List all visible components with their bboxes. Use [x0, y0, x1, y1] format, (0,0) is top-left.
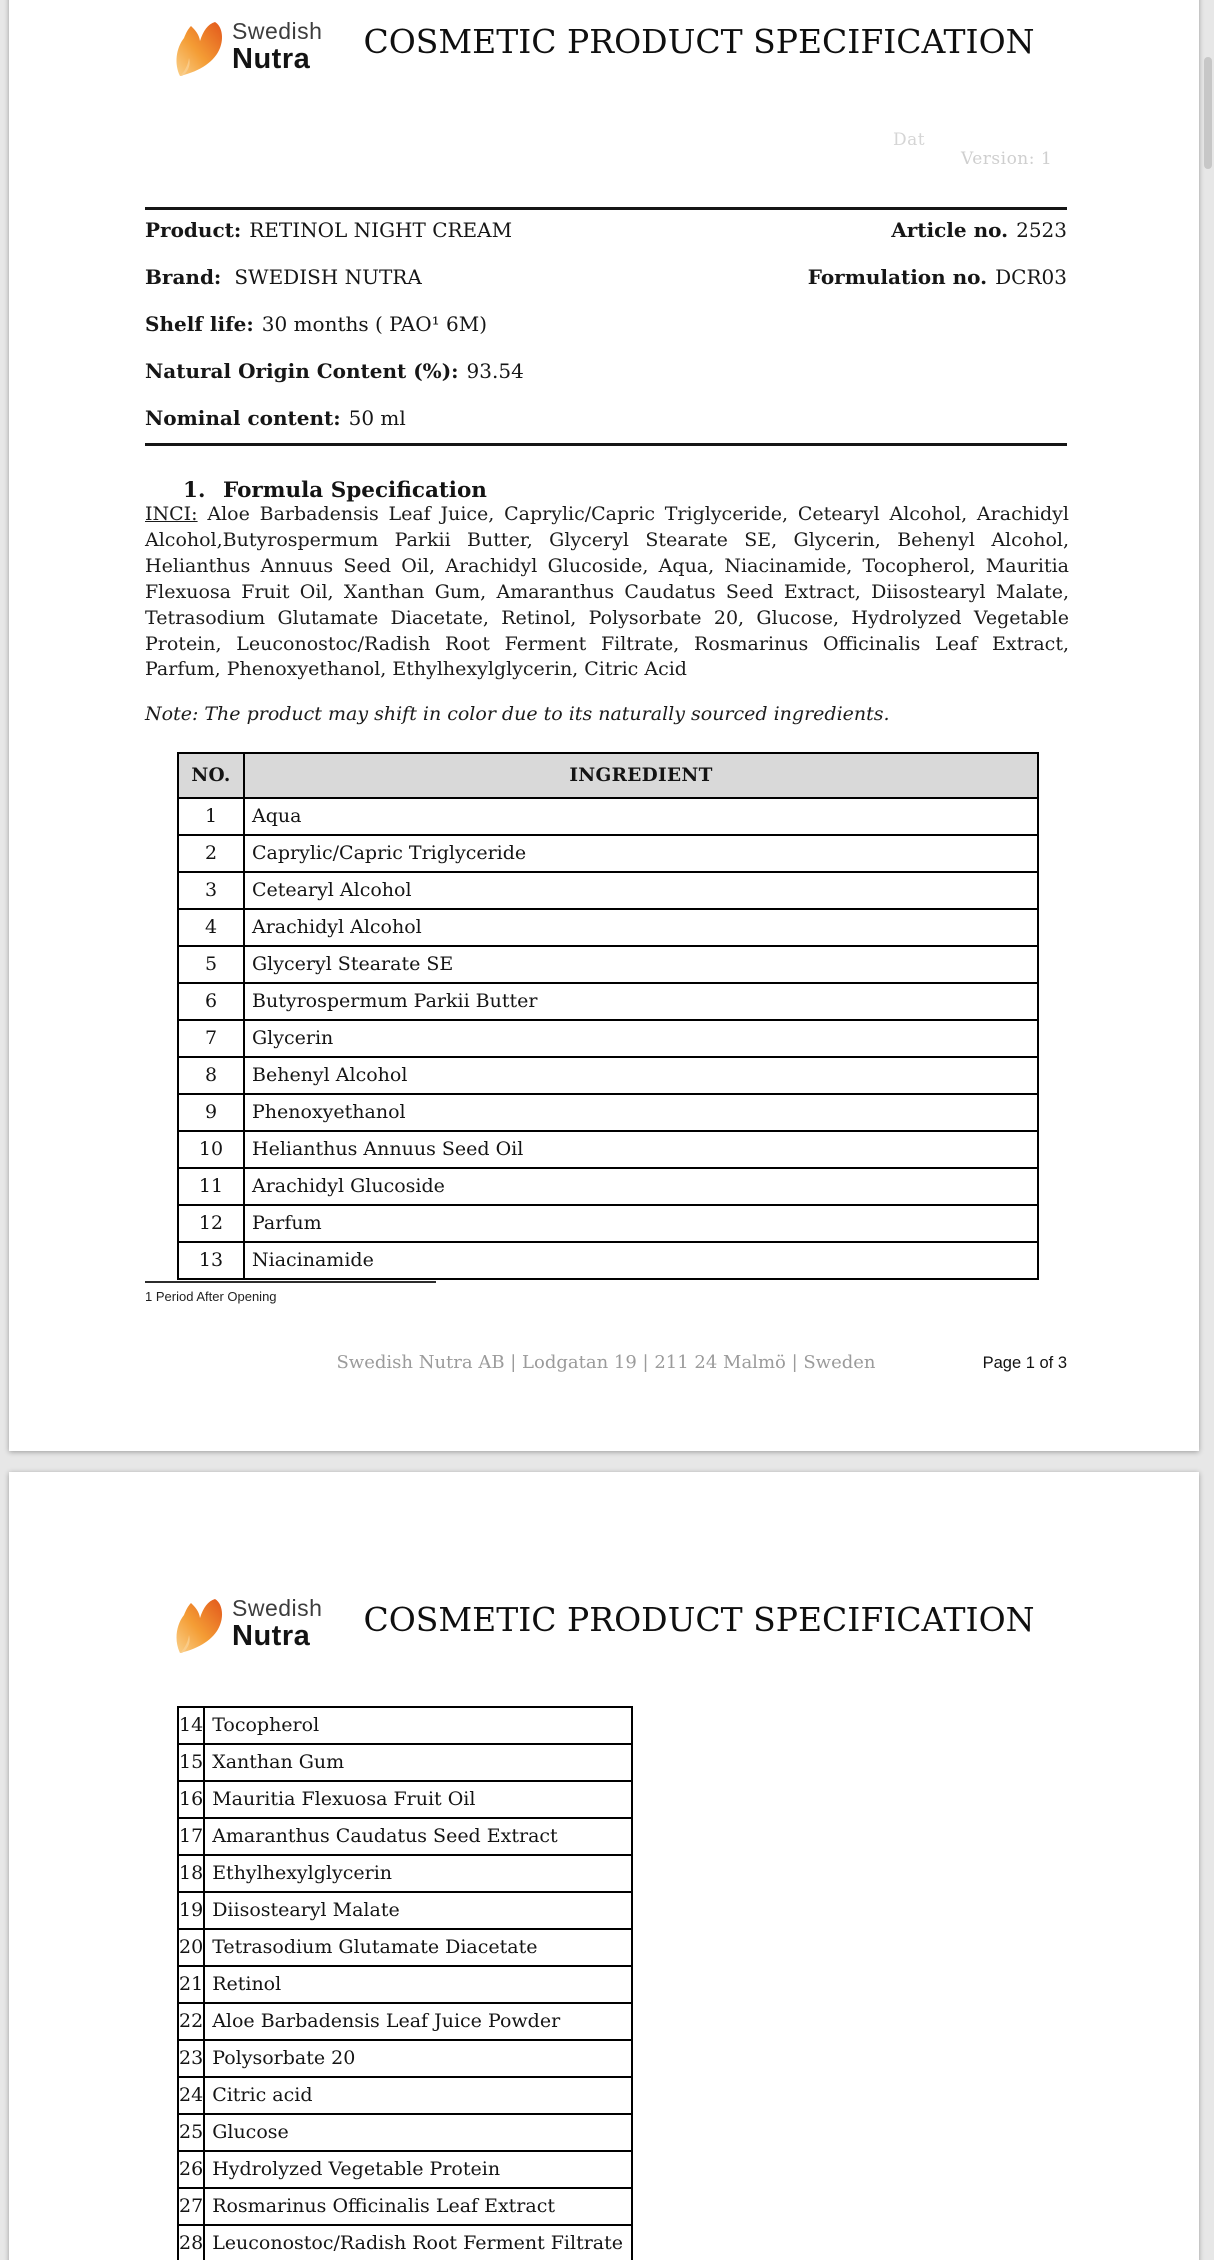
ingredient-number: 9: [178, 1094, 244, 1131]
ingredient-row: [178, 2151, 632, 2188]
article-field: [891, 218, 1067, 242]
ingredient-number: 15: [178, 1744, 204, 1781]
article-no-value: 2523: [1016, 218, 1067, 242]
ingredient-name: Ethylhexylglycerin: [204, 1855, 632, 1892]
ingredient-number: 7: [178, 1020, 244, 1057]
ingredient-name: Tetrasodium Glutamate Diacetate: [204, 1929, 632, 1966]
ingredient-name: Rosmarinus Officinalis Leaf Extract: [204, 2188, 632, 2225]
formula-specification-heading: [183, 478, 487, 503]
ingredient-row: [178, 1131, 1038, 1168]
ingredient-number: 12: [178, 1205, 244, 1242]
brand-header: [173, 1593, 322, 1655]
ingredient-name: Cetearyl Alcohol: [244, 872, 1038, 909]
ingredient-name: Retinol: [204, 1966, 632, 2003]
ingredient-number: 28: [178, 2225, 204, 2260]
header-ingredient: INGREDIENT: [244, 753, 1038, 798]
ingredient-row: [178, 872, 1038, 909]
ingredient-row: [178, 1205, 1038, 1242]
document-title: COSMETIC PRODUCT SPECIFICATION: [363, 1600, 1035, 1639]
ingredient-name: Caprylic/Capric Triglyceride: [244, 835, 1038, 872]
shelf-life-value: 30 months ( PAO¹ 6M): [261, 312, 488, 336]
ingredient-number: 26: [178, 2151, 204, 2188]
document-page-1: [9, 0, 1199, 1451]
ingredient-name: Aqua: [244, 798, 1038, 835]
ingredient-row: [178, 1707, 632, 1744]
page-indicator: Page 1 of 3: [982, 1354, 1067, 1372]
faded-version-text: Version: 1: [961, 149, 1053, 169]
ingredient-row: [178, 2114, 632, 2151]
ingredient-number: 14: [178, 1707, 204, 1744]
ingredient-number: 20: [178, 1929, 204, 1966]
ingredient-name: Butyrospermum Parkii Butter: [244, 983, 1038, 1020]
ingredient-number: 11: [178, 1168, 244, 1205]
brand-logo-text: [232, 1597, 322, 1651]
brand-logo-text: [232, 20, 322, 74]
ingredient-row: [178, 1855, 632, 1892]
natural-origin-row: [145, 359, 1067, 383]
header-row: [178, 753, 1038, 798]
swedish-nutra-flame-icon: [173, 16, 225, 78]
ingredient-row: [178, 2003, 632, 2040]
ingredient-name: Mauritia Flexuosa Fruit Oil: [204, 1781, 632, 1818]
ingredient-row: [178, 1057, 1038, 1094]
product-field: [145, 218, 512, 242]
shelf-life-label: Shelf life:: [145, 312, 254, 336]
ingredient-number: 1: [178, 798, 244, 835]
ingredient-name: Tocopherol: [204, 1707, 632, 1744]
divider-rule-top: [145, 207, 1067, 210]
brand-value: SWEDISH NUTRA: [234, 265, 422, 289]
product-info-row: [145, 218, 1067, 242]
ingredient-name: Amaranthus Caudatus Seed Extract: [204, 1818, 632, 1855]
ingredient-row: [178, 1242, 1038, 1279]
ingredient-row: [178, 2188, 632, 2225]
ingredient-row: [178, 2077, 632, 2114]
ingredient-number: 4: [178, 909, 244, 946]
ingredient-row: [178, 946, 1038, 983]
ingredient-row: [178, 1781, 632, 1818]
ingredient-name: Citric acid: [204, 2077, 632, 2114]
footer-company-address: Swedish Nutra AB | Lodgatan 19 | 211 24 Malmö | Sweden: [336, 1352, 876, 1373]
document-page-2: [9, 1472, 1199, 2260]
inci-label: INCI:: [145, 503, 198, 525]
inci-ingredient-list: Aloe Barbadensis Leaf Juice, Caprylic/Capric Triglyceride, Cetearyl Alcohol, Arachidyl Alcohol,Butyrospermum Parkii Butter, Glyceryl Stearate SE, Glycerin, Behenyl Alcohol, Helianthus Annuus Seed Oil, Arachidyl Glucoside, Aqua, Niacinamide, Tocopherol, Mauritia Flexuosa Fruit Oil, Xanthan Gum, Amaranthus Caudatus Seed Extract, Diisostearyl Malate, Tetrasodium Glutamate Diacetate, Retinol, Polysorbate 20, Glucose, Hydrolyzed Vegetable Protein, Leuconostoc/Radish Root Ferment Filtrate, Rosmarinus Officinalis Leaf Extract, Parfum, Phenoxyethanol, Ethylhexylglycerin, Citric Acid: [145, 503, 1069, 681]
natural-origin-field: [145, 359, 524, 383]
ingredient-row: [178, 1168, 1038, 1205]
ingredient-number: 6: [178, 983, 244, 1020]
ingredient-name: Behenyl Alcohol: [244, 1057, 1038, 1094]
ingredient-number: 8: [178, 1057, 244, 1094]
ingredient-number: 17: [178, 1818, 204, 1855]
ingredient-name: Glyceryl Stearate SE: [244, 946, 1038, 983]
ingredient-name: Arachidyl Glucoside: [244, 1168, 1038, 1205]
ingredient-number: 25: [178, 2114, 204, 2151]
ingredient-name: Xanthan Gum: [204, 1744, 632, 1781]
section-number: 1.: [183, 478, 206, 503]
ingredient-name: Aloe Barbadensis Leaf Juice Powder: [204, 2003, 632, 2040]
ingredient-number: 24: [178, 2077, 204, 2114]
brand-label: Brand:: [145, 265, 222, 289]
ingredient-number: 23: [178, 2040, 204, 2077]
ingredient-number: 3: [178, 872, 244, 909]
ingredient-row: [178, 909, 1038, 946]
ingredient-row: [178, 1744, 632, 1781]
nominal-content-value: 50 ml: [348, 406, 406, 430]
ingredient-name: Phenoxyethanol: [244, 1094, 1038, 1131]
ingredients-table-page1: [177, 752, 1039, 1280]
ingredient-number: 13: [178, 1242, 244, 1279]
brand-field: [145, 265, 422, 289]
ingredient-number: 21: [178, 1966, 204, 2003]
nominal-content-field: [145, 406, 406, 430]
ingredient-name: Diisostearyl Malate: [204, 1892, 632, 1929]
ingredient-row: [178, 1892, 632, 1929]
brand-name-top: Swedish: [232, 18, 323, 44]
ingredient-name: Leuconostoc/Radish Root Ferment Filtrate: [204, 2225, 632, 2260]
shelf-life-field: [145, 312, 487, 336]
brand-header: [173, 16, 322, 78]
ingredient-name: Parfum: [244, 1205, 1038, 1242]
ingredient-number: 2: [178, 835, 244, 872]
ingredient-name: Glucose: [204, 2114, 632, 2151]
ingredient-row: [178, 1094, 1038, 1131]
natural-origin-value: 93.54: [466, 359, 524, 383]
brand-info-row: [145, 265, 1067, 289]
vertical-scrollbar-thumb[interactable]: [1204, 57, 1212, 169]
ingredient-name: Hydrolyzed Vegetable Protein: [204, 2151, 632, 2188]
section-title: Formula Specification: [223, 478, 487, 503]
ingredient-row: [178, 2225, 632, 2260]
ingredient-row: [178, 1929, 632, 1966]
divider-rule-bottom: [145, 443, 1067, 446]
nominal-content-label: Nominal content:: [145, 406, 341, 430]
ingredients-table-page2: [177, 1706, 633, 2260]
ingredients-table-header: [178, 753, 1038, 798]
ingredient-name: Polysorbate 20: [204, 2040, 632, 2077]
ingredient-row: [178, 1818, 632, 1855]
faded-date-text: Dat: [893, 130, 926, 150]
ingredient-name: Niacinamide: [244, 1242, 1038, 1279]
ingredient-row: [178, 983, 1038, 1020]
swedish-nutra-flame-icon: [173, 1593, 225, 1655]
product-value: RETINOL NIGHT CREAM: [249, 218, 513, 242]
article-no-label: Article no.: [891, 218, 1009, 242]
ingredient-name: Arachidyl Alcohol: [244, 909, 1038, 946]
document-title: COSMETIC PRODUCT SPECIFICATION: [363, 22, 1035, 61]
ingredient-row: [178, 1966, 632, 2003]
natural-origin-label: Natural Origin Content (%):: [145, 359, 459, 383]
ingredient-number: 10: [178, 1131, 244, 1168]
header-no: NO.: [178, 753, 244, 798]
footnote-text: 1 Period After Opening: [145, 1289, 277, 1304]
nominal-content-row: [145, 406, 1067, 430]
ingredient-row: [178, 835, 1038, 872]
formulation-no-value: DCR03: [995, 265, 1067, 289]
formulation-no-label: Formulation no.: [807, 265, 988, 289]
brand-name-top: Swedish: [232, 1595, 323, 1621]
ingredient-number: 18: [178, 1855, 204, 1892]
ingredient-name: Helianthus Annuus Seed Oil: [244, 1131, 1038, 1168]
inci-paragraph: [145, 502, 1069, 683]
product-label: Product:: [145, 218, 242, 242]
ingredient-number: 5: [178, 946, 244, 983]
ingredient-number: 27: [178, 2188, 204, 2225]
shelf-life-row: [145, 312, 1067, 336]
ingredient-number: 19: [178, 1892, 204, 1929]
ingredient-row: [178, 2040, 632, 2077]
ingredient-number: 22: [178, 2003, 204, 2040]
brand-name-bottom: Nutra: [232, 1620, 311, 1652]
footnote-separator: [145, 1281, 436, 1283]
color-shift-note: Note: The product may shift in color due to its naturally sourced ingredients.: [145, 703, 890, 725]
ingredient-name: Glycerin: [244, 1020, 1038, 1057]
ingredient-row: [178, 1020, 1038, 1057]
formulation-field: [808, 265, 1067, 289]
ingredient-row: [178, 798, 1038, 835]
brand-name-bottom: Nutra: [232, 43, 311, 75]
ingredient-number: 16: [178, 1781, 204, 1818]
